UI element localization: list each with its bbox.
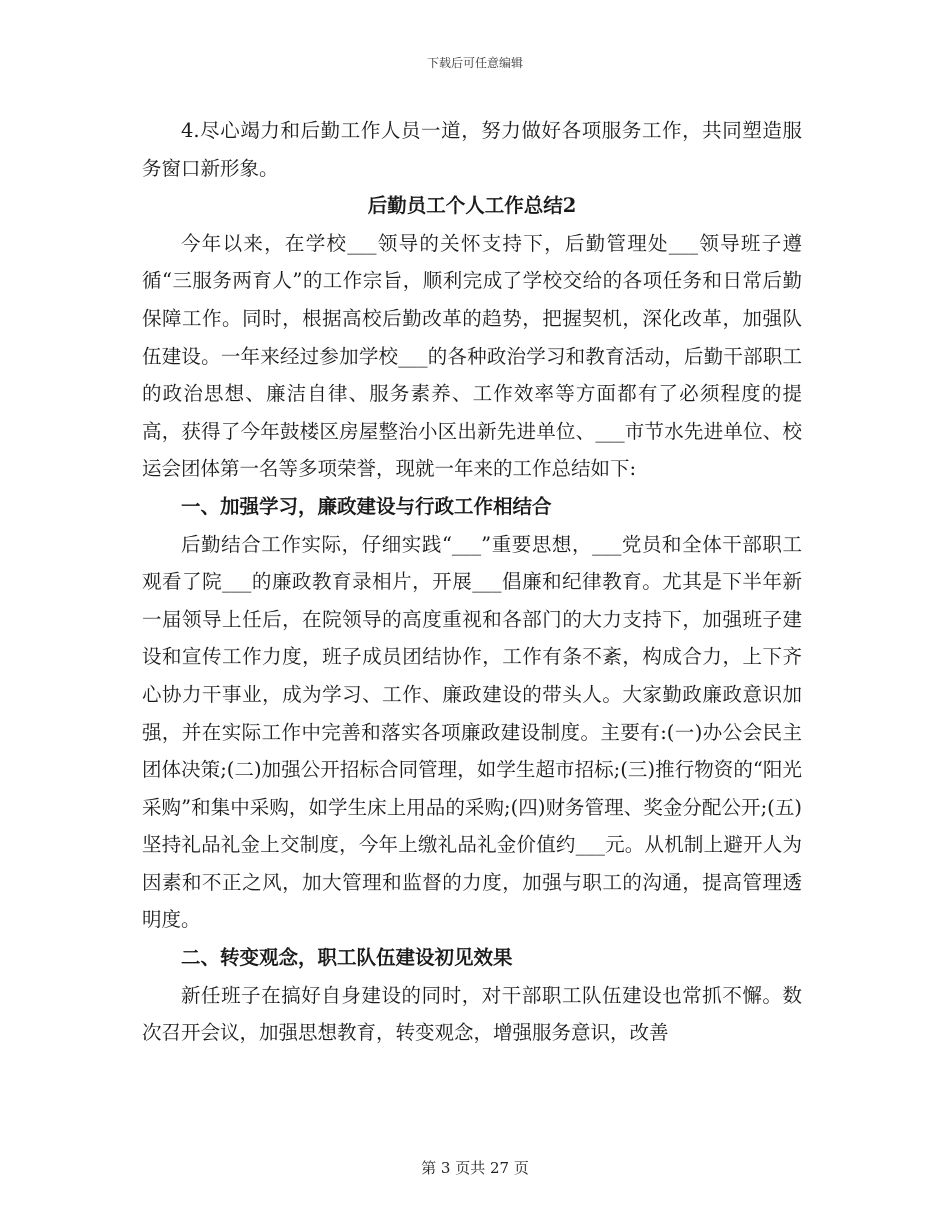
heading-2: 二、转变观念，职工队伍建设初见效果	[181, 946, 513, 970]
paragraph-2: 今年以来，在学校___领导的关怀支持下，后勤管理处___领导班子遵循“三服务两育人”的工作宗旨，顺利完成了学校交给的各项任务和日常后勤保障工作。同时，根据高校后勤改革的趋势，把握契机，深化改革，加强队伍建设。一年来经过参加学校___的各种政治学习和教育活动，后勤干部职工的政治思想、廉洁自律、服务素养、工作效率等方面都有了必须程度的提高，获得了今年鼓楼区房屋整治小区出新先进单位、___市节水先进单位、校运会团体第一名等多项荣誉，现就一年来的工作总结如下:	[142, 231, 802, 481]
paragraph-3: 后勤结合工作实际，仔细实践“___”重要思想，___党员和全体干部职工观看了院___的廉政教育录相片，开展___倡廉和纪律教育。尤其是下半年新一届领导上任后，在院领导的高度重视和各部门的大力支持下，加强班子建设和宣传工作力度，班子成员团结协作，工作有条不紊，构成合力，上下齐心协力干事业，成为学习、工作、廉政建设的带头人。大家勤政廉政意识加强，并在实际工作中完善和落实各项廉政建设制度。主要有:(一)办公会民主团体决策;(二)加强公开招标合同管理，如学生超市招标;(三)推行物资的“阳光采购”和集中采购，如学生床上用品的采购;(四)财务管理、奖金分配公开;(五)坚持礼品礼金上交制度，今年上缴礼品礼金价值约___元。从机制上避开人为因素和不正之风，加大管理和监督的力度，加强与职工的沟通，提高管理透明度。	[142, 532, 802, 932]
paragraph-1: 4.尽心竭力和后勤工作人员一道，努力做好各项服务工作，共同塑造服务窗口新形象。	[142, 119, 802, 180]
heading-1: 一、加强学习，廉政建设与行政工作相结合	[181, 494, 552, 518]
page-footer: 第 3 页共 27 页	[421, 1159, 529, 1177]
paragraph-4: 新任班子在搞好自身建设的同时，对干部职工队伍建设也常抓不懈。数次召开会议，加强思想教育，转变观念，增强服务意识，改善	[142, 983, 802, 1045]
section-title: 后勤员工个人工作总结2	[367, 194, 577, 218]
document-body	[142, 112, 802, 1052]
page-header: 下载后可任意编辑	[426, 56, 523, 70]
